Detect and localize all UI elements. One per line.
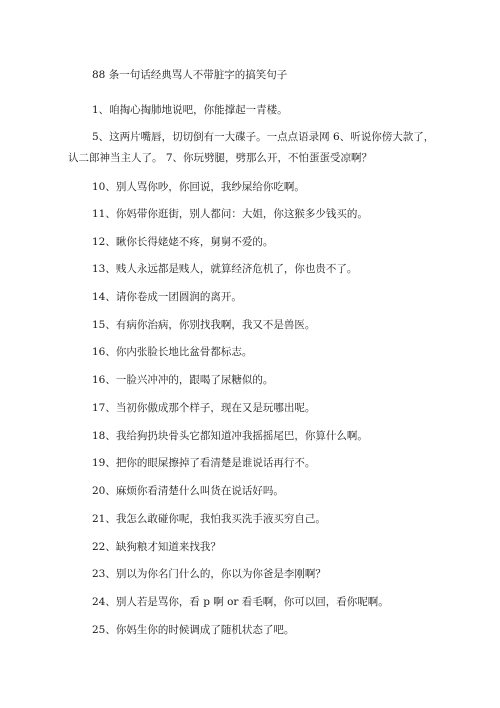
sentence-line: 12、瞅你长得姥姥不疼，舅舅不爱的。 [92, 236, 274, 248]
sentence-line: 1、咱掏心掏肺地说吧，你能撑起一青楼。 [92, 104, 288, 116]
sentence-line: 25、你妈生你的时候调成了随机状态了吧。 [92, 624, 295, 636]
sentence-line: 21、我怎么敢碰你呢，我怕我买洗手液买穷自己。 [92, 513, 326, 525]
sentence-line: 5、这两片嘴唇，切切倒有一大碟子。一点点语录网 6、听说你傍大款了， [92, 131, 435, 143]
sentence-line: 14、请你卷成一团圆润的离开。 [92, 291, 242, 303]
sentence-line: 16、你内张脸长地比盆骨都标志。 [92, 346, 253, 358]
sentence-line: 22、缺狗粮才知道来找我？ [92, 541, 221, 553]
sentence-line: 17、当初你傲成那个样子，现在又是玩哪出呢。 [92, 402, 316, 414]
sentence-line: 10、别人骂你吵，你回说，我纱屎给你吃啊。 [92, 181, 305, 193]
sentence-line: 13、贱人永远都是贱人，就算经济危机了，你也贵不了。 [92, 263, 358, 275]
sentence-line: 19、把你的眼屎擦掉了看清楚是谁说话再行不。 [92, 457, 316, 469]
sentence-line: 20、麻烦你看清楚什么叫货在说话好吗。 [92, 485, 284, 497]
document-title: 88 条一句话经典骂人不带脏字的搞笑句子 [92, 69, 288, 81]
sentence-line: 认二郎神当主人了。 7、你玩劈腿，劈那么开，不怕蛋蛋受凉啊？ [68, 152, 373, 164]
sentence-line: 15、有病你治病，你别找我啊，我又不是兽医。 [92, 319, 316, 331]
sentence-line: 16、一脸兴冲冲的，跟喝了尿糖似的。 [92, 374, 274, 386]
sentence-line: 23、别以为你名门什么的，你以为你爸是李刚啊？ [92, 568, 326, 580]
sentence-line: 24、别人若是骂你，看 p 啊 or 看毛啊，你可以回，看你呢啊。 [92, 596, 389, 608]
sentence-line: 18、我给狗扔块骨头它都知道冲我摇摇尾巴，你算什么啊。 [92, 430, 368, 442]
sentence-line: 11、你妈带你逛街，别人都问：大姐，你这猴多少钱买的。 [92, 208, 368, 220]
